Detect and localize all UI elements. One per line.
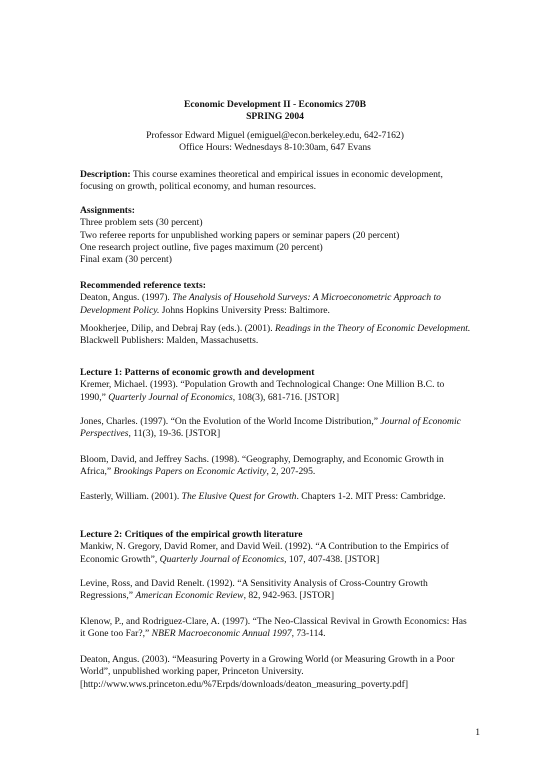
assignments-section <box>80 205 492 266</box>
course-title: Economic Development II - Economics 270B <box>183 99 366 110</box>
description <box>80 169 492 194</box>
semester: SPRING 2004 <box>246 111 304 122</box>
reference-entry: Deaton, Angus. (1997). The Analysis of Household Surveys: A Microeconometric Approach to <box>80 292 441 304</box>
assignment-item: Two referee reports for unpublished working papers or seminar papers (20 percent) <box>80 229 400 241</box>
reading-entry: Bloom, David, and Jeffrey Sachs. (1998). “Geography, Demography, and Economic Growth in Africa,” Brookings Papers on Economic Activity, 2, 207-295. <box>80 454 444 478</box>
professor-line: Professor Edward Miguel (emiguel@econ.berkeley.edu, 642-7162) <box>146 130 404 141</box>
assignment-item: Final exam (30 percent) <box>80 254 172 266</box>
reference-texts-section: Recommended reference texts: Deaton, Angus. (1997). The Analysis of Household Surveys: A Microeconometric Approach to Development Policy. Johns Hopkins University Press: Baltimore. <box>80 280 492 317</box>
lecture-2-section: Lecture 2: Critiques of the empirical growth literature Mankiw, N. Gregory, David Romer, and David Weil. (1992). “A Contribution to the Empirics of Economic Growth”, Quarterly Journal of Economics, 107, 407-438. [JSTOR] <box>80 529 492 566</box>
assignment-item: One research project outline, five pages maximum (20 percent) <box>80 241 323 253</box>
reading-entry: Klenow, P., and Rodriguez-Clare, A. (1997). “The Neo-Classical Revival in Growth Economics: Has it Gone too Far?,” NBER Macroeconomic Annual 1997, 73-114. <box>80 616 467 640</box>
reading-url: [http://www.wws.princeton.edu/%7Erpds/downloads/deaton_measuring_poverty.pdf] <box>80 678 409 690</box>
reading-entry: Kremer, Michael. (1993). “Population Growth and Technological Change: One Million B.C. to <box>80 379 445 391</box>
reading-entry: Levine, Ross, and David Renelt. (1992). “A Sensitivity Analysis of Cross-Country Growth Regressions,” American Economic Review, 82, 942-963. [JSTOR] <box>80 578 428 602</box>
reading-entry: Easterly, William. (2001). The Elusive Quest for Growth. Chapters 1-2. MIT Press: Cambridge. <box>80 491 446 502</box>
lecture-1-section: Lecture 1: Patterns of economic growth and development Kremer, Michael. (1993). “Population Growth and Technological Change: One Million B.C. to 1990,” Quarterly Journal of Economics, 108(3), 681-716. [JSTOR] <box>80 367 492 404</box>
page-number: 1 <box>475 727 480 738</box>
office-hours: Office Hours: Wednesdays 8-10:30am, 647 Evans <box>179 142 371 153</box>
description-label: Description: <box>80 169 131 180</box>
references-heading: Recommended reference texts: <box>80 280 206 291</box>
reference-entry: Mookherjee, Dilip, and Debraj Ray (eds.). (2001). Readings in the Theory of Economic Development. Blackwell Publishers: Malden, Massachusetts. <box>80 323 471 347</box>
reading-entry: Jones, Charles. (1997). “On the Evolution of the World Income Distribution,” Journal of Economic Perspectives, 11(3), 19-36. [JSTOR] <box>80 416 461 440</box>
reading-entry: Mankiw, N. Gregory, David Romer, and David Weil. (1992). “A Contribution to the Empirics of <box>80 541 449 553</box>
reading-entry: Deaton, Angus. (2003). “Measuring Poverty in a Growing World (or Measuring Growth in a Poor World”, unpublished working paper, Princeton University. [http://www.wws.princeton.edu/%7Erpds/downloads/deaton_measuring_poverty.pdf] <box>80 654 492 691</box>
assignment-item: Three problem sets (30 percent) <box>80 217 203 229</box>
assignments-heading: Assignments: <box>80 205 135 216</box>
description-text-2: focusing on growth, political economy, and human resources. <box>80 181 316 193</box>
lecture-1-heading: Lecture 1: Patterns of economic growth and development <box>80 367 315 378</box>
lecture-2-heading: Lecture 2: Critiques of the empirical growth literature <box>80 529 303 540</box>
description-text-1: This course examines theoretical and empirical issues in economic development, <box>130 169 443 180</box>
